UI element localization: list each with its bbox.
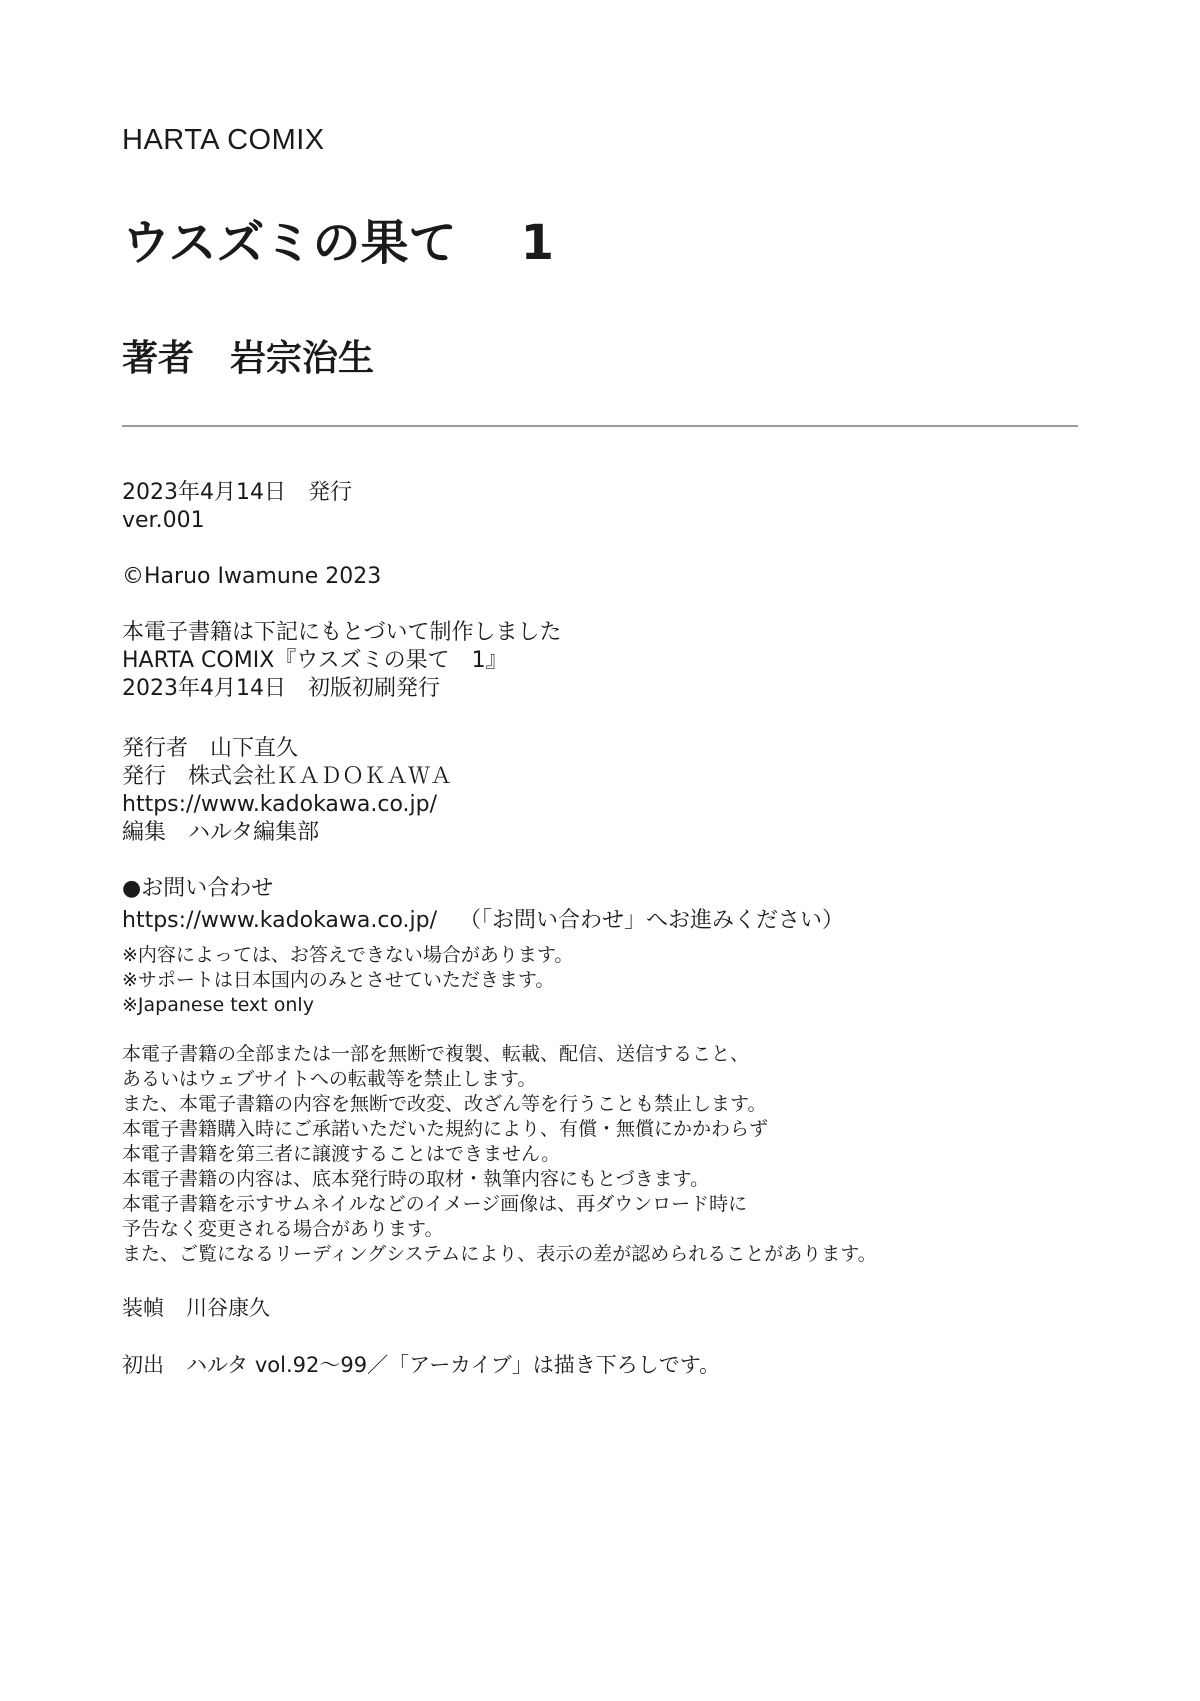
legal-line: 予告なく変更される場合があります。 <box>122 1218 444 1240</box>
publisher-name: 株式会社ＫＡＤＯＫＡＷＡ <box>188 764 453 789</box>
first-appearance <box>122 1351 720 1379</box>
first-appearance-label: 初出 <box>122 1353 164 1377</box>
issuer-label: 発行者 <box>122 736 189 761</box>
author-name: 岩宗治生 <box>230 338 375 379</box>
author-line <box>122 330 374 381</box>
legal-line: あるいはウェブサイトへの転載等を禁止します。 <box>122 1068 537 1090</box>
inquiry-url-note: （「お問い合わせ」へお進みください） <box>459 908 845 933</box>
author-label: 著者 <box>122 338 195 379</box>
divider <box>122 425 1078 427</box>
publication-date: 2023年4月14日 <box>122 480 286 505</box>
copyright: ©Haruo Iwamune 2023 <box>122 564 382 589</box>
source-title: HARTA COMIX『ウスズミの果て <box>122 648 450 673</box>
version: ver.001 <box>122 508 205 533</box>
legal-line: 本電子書籍購入時にご承諾いただいた規約により、有償・無償にかかわらず <box>122 1118 769 1140</box>
source-line-2 <box>122 647 508 675</box>
publication-line <box>122 479 352 507</box>
book-volume: 1 <box>520 215 554 271</box>
publisher-line <box>122 763 452 791</box>
legal-line: 本電子書籍の全部または一部を無断で複製、転載、配信、送信すること、 <box>122 1043 750 1065</box>
issuer-line <box>122 735 298 763</box>
legal-line: 本電子書籍の内容は、底本発行時の取材・執筆内容にもとづきます。 <box>122 1168 710 1190</box>
source-edition: 初版初刷発行 <box>307 676 440 701</box>
legal-line: また、ご覧になるリーディングシステムにより、表示の差が認められることがあります。 <box>122 1243 877 1265</box>
legal-line: また、本電子書籍の内容を無断で改変、改ざん等を行うことも禁止します。 <box>122 1093 767 1115</box>
issuer-name: 山下直久 <box>210 736 299 761</box>
editor-label: 編集 <box>122 820 167 845</box>
first-appearance-text: ハルタ vol.92～99／「アーカイブ」は描き下ろしです。 <box>186 1353 721 1377</box>
legal-line: 本電子書籍を示すサムネイルなどのイメージ画像は、再ダウンロード時に <box>122 1193 748 1215</box>
legal-line: 本電子書籍を第三者に譲渡することはできません。 <box>122 1143 561 1165</box>
inquiry-note: ※サポートは日本国内のみとさせていただきます。 <box>122 969 555 991</box>
imprint-label: HARTA COMIX <box>122 124 325 156</box>
editor-line <box>122 819 319 847</box>
design-credit <box>122 1294 270 1322</box>
source-line-1: 本電子書籍は下記にもとづいて制作しました <box>122 620 562 645</box>
book-title <box>122 204 554 273</box>
inquiry-heading: ●お問い合わせ <box>122 876 274 901</box>
editor-name: ハルタ編集部 <box>188 820 320 845</box>
source-line-3 <box>122 675 440 703</box>
book-title-text: ウスズミの果て <box>122 215 457 271</box>
source-date: 2023年4月14日 <box>122 676 286 701</box>
publisher-url[interactable]: https://www.kadokawa.co.jp/ <box>122 792 438 817</box>
source-volume: 1』 <box>471 648 508 673</box>
publisher-label: 発行 <box>122 764 167 789</box>
inquiry-line <box>122 907 844 935</box>
inquiry-note: ※内容によっては、お答えできない場合があります。 <box>122 944 574 966</box>
design-name: 川谷康久 <box>186 1296 270 1320</box>
design-label: 装幀 <box>122 1296 164 1320</box>
inquiry-url[interactable]: https://www.kadokawa.co.jp/ <box>122 908 438 933</box>
publication-label: 発行 <box>307 480 352 505</box>
inquiry-note: ※Japanese text only <box>122 994 314 1016</box>
